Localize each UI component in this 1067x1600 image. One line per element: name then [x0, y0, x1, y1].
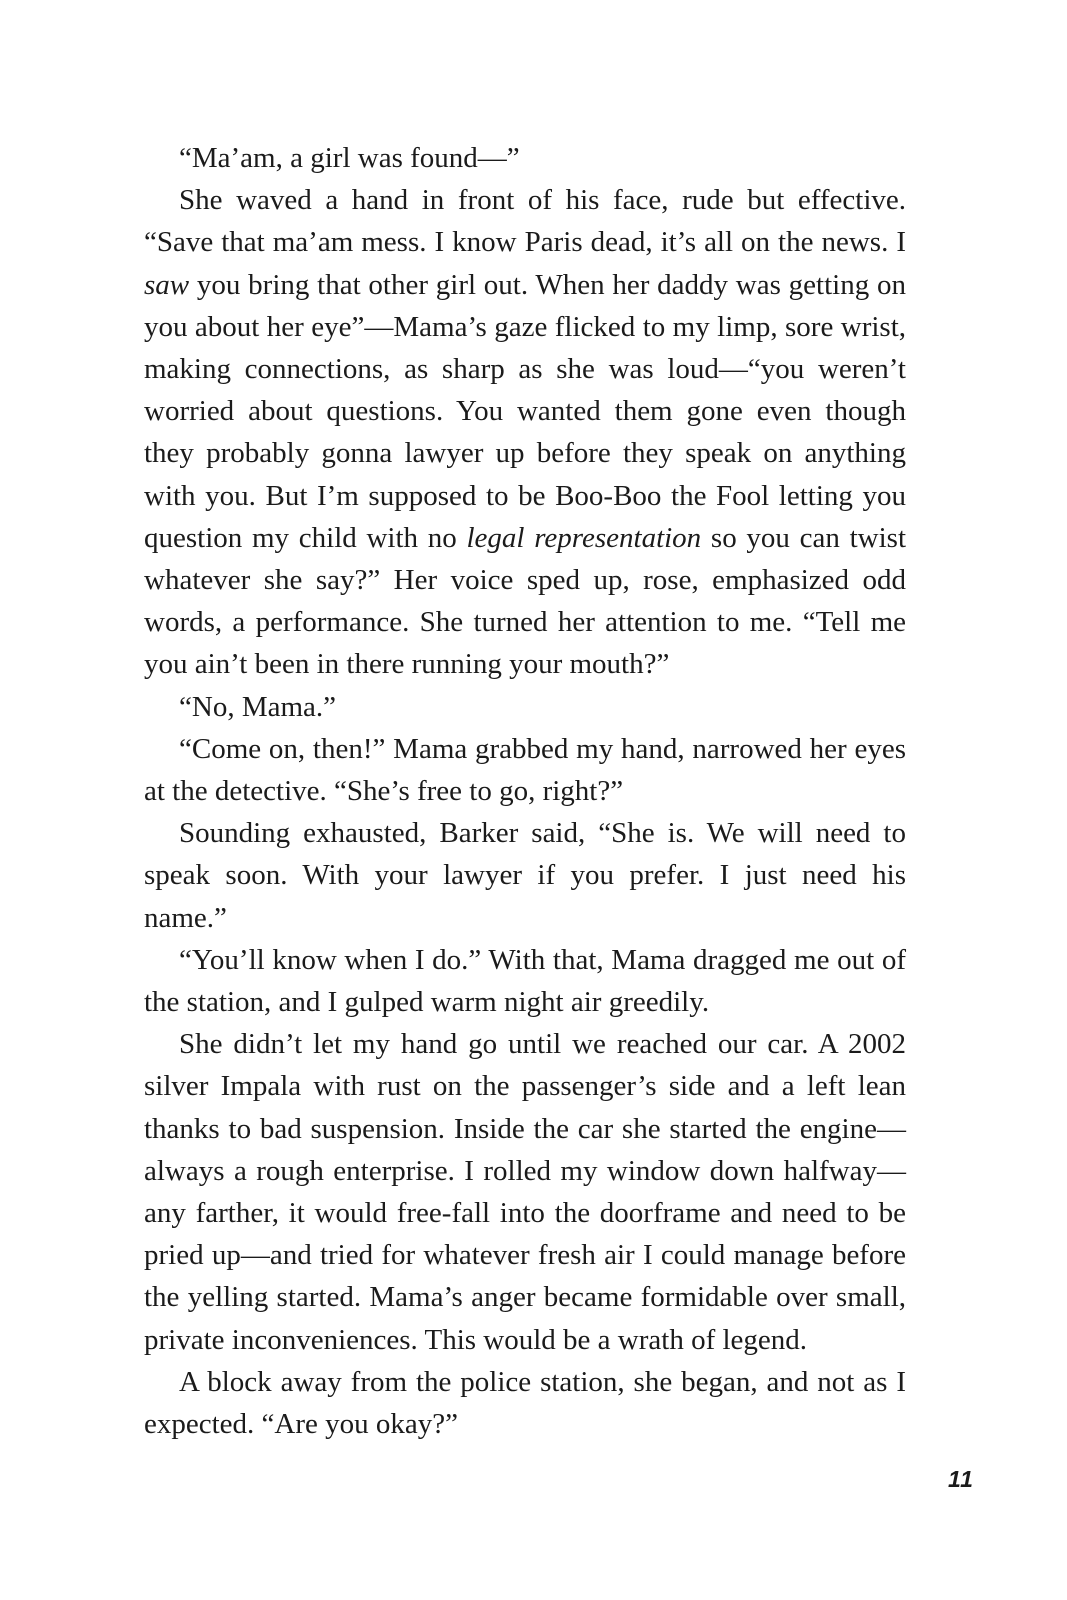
text-run: so you can twist whatever she say?” Her voice sped up, rose, emphasized odd words, a performance. She turned her attention to me. “Tell me you ain’t been in there running your mouth?” [144, 521, 906, 681]
paragraph [144, 812, 906, 939]
paragraph [144, 179, 906, 685]
paragraph [144, 1023, 906, 1361]
text-run: She waved a hand in front of his face, rude but effective. “Save that ma’am mess. I know Paris dead, it’s all on the news. I [144, 184, 906, 259]
paragraph [144, 728, 906, 812]
text-run: “Ma’am, a girl was found—” [179, 142, 520, 174]
text-run: “You’ll know when I do.” With that, Mama dragged me out of the station, and I gulped warm night air greedily. [144, 943, 906, 1019]
paragraph [144, 939, 906, 1023]
text-run: A block away from the police station, she began, and not as I expected. “Are you okay?” [144, 1365, 906, 1441]
text-run: She didn’t let my hand go until we reached our car. A 2002 silver Impala with rust on the passenger’s side and a left lean thanks to bad suspension. Inside the car she started the engine—always a rough enterprise. I rolled my window down halfway—any farther, it would free-fall into the doorframe and need to be pried up—and tried for whatever fresh air I could manage before the yelling started. Mama’s anger became formidable over small, private inconveniences. This would be a wrath of legend. [144, 1028, 906, 1356]
page-number: 11 [948, 1466, 974, 1492]
italic-text-run: legal representation [466, 521, 702, 554]
text-run: “No, Mama.” [179, 690, 337, 723]
italic-text-run: saw [144, 268, 190, 301]
text-run: Sounding exhausted, Barker said, “She is. We will need to speak soon. With your lawyer if you prefer. I just need his name.” [144, 817, 906, 934]
text-run: “Come on, then!” Mama grabbed my hand, narrowed her eyes at the detective. “She’s free to go, right?” [144, 732, 906, 808]
text-run: you bring that other girl out. When her daddy was getting on you about her eye”—Mama’s gaze flicked to my limp, sore wrist, making connections, as sharp as she was loud—“you weren’t worried about questions. You wanted them gone even though they probably gonna lawyer up before they speak on anything with you. But I’m supposed to be Boo-Boo the Fool letting you question my child with no [144, 268, 906, 554]
paragraph [144, 1361, 906, 1445]
paragraph [144, 137, 906, 179]
paragraph [144, 686, 906, 728]
body-text [144, 137, 906, 1445]
